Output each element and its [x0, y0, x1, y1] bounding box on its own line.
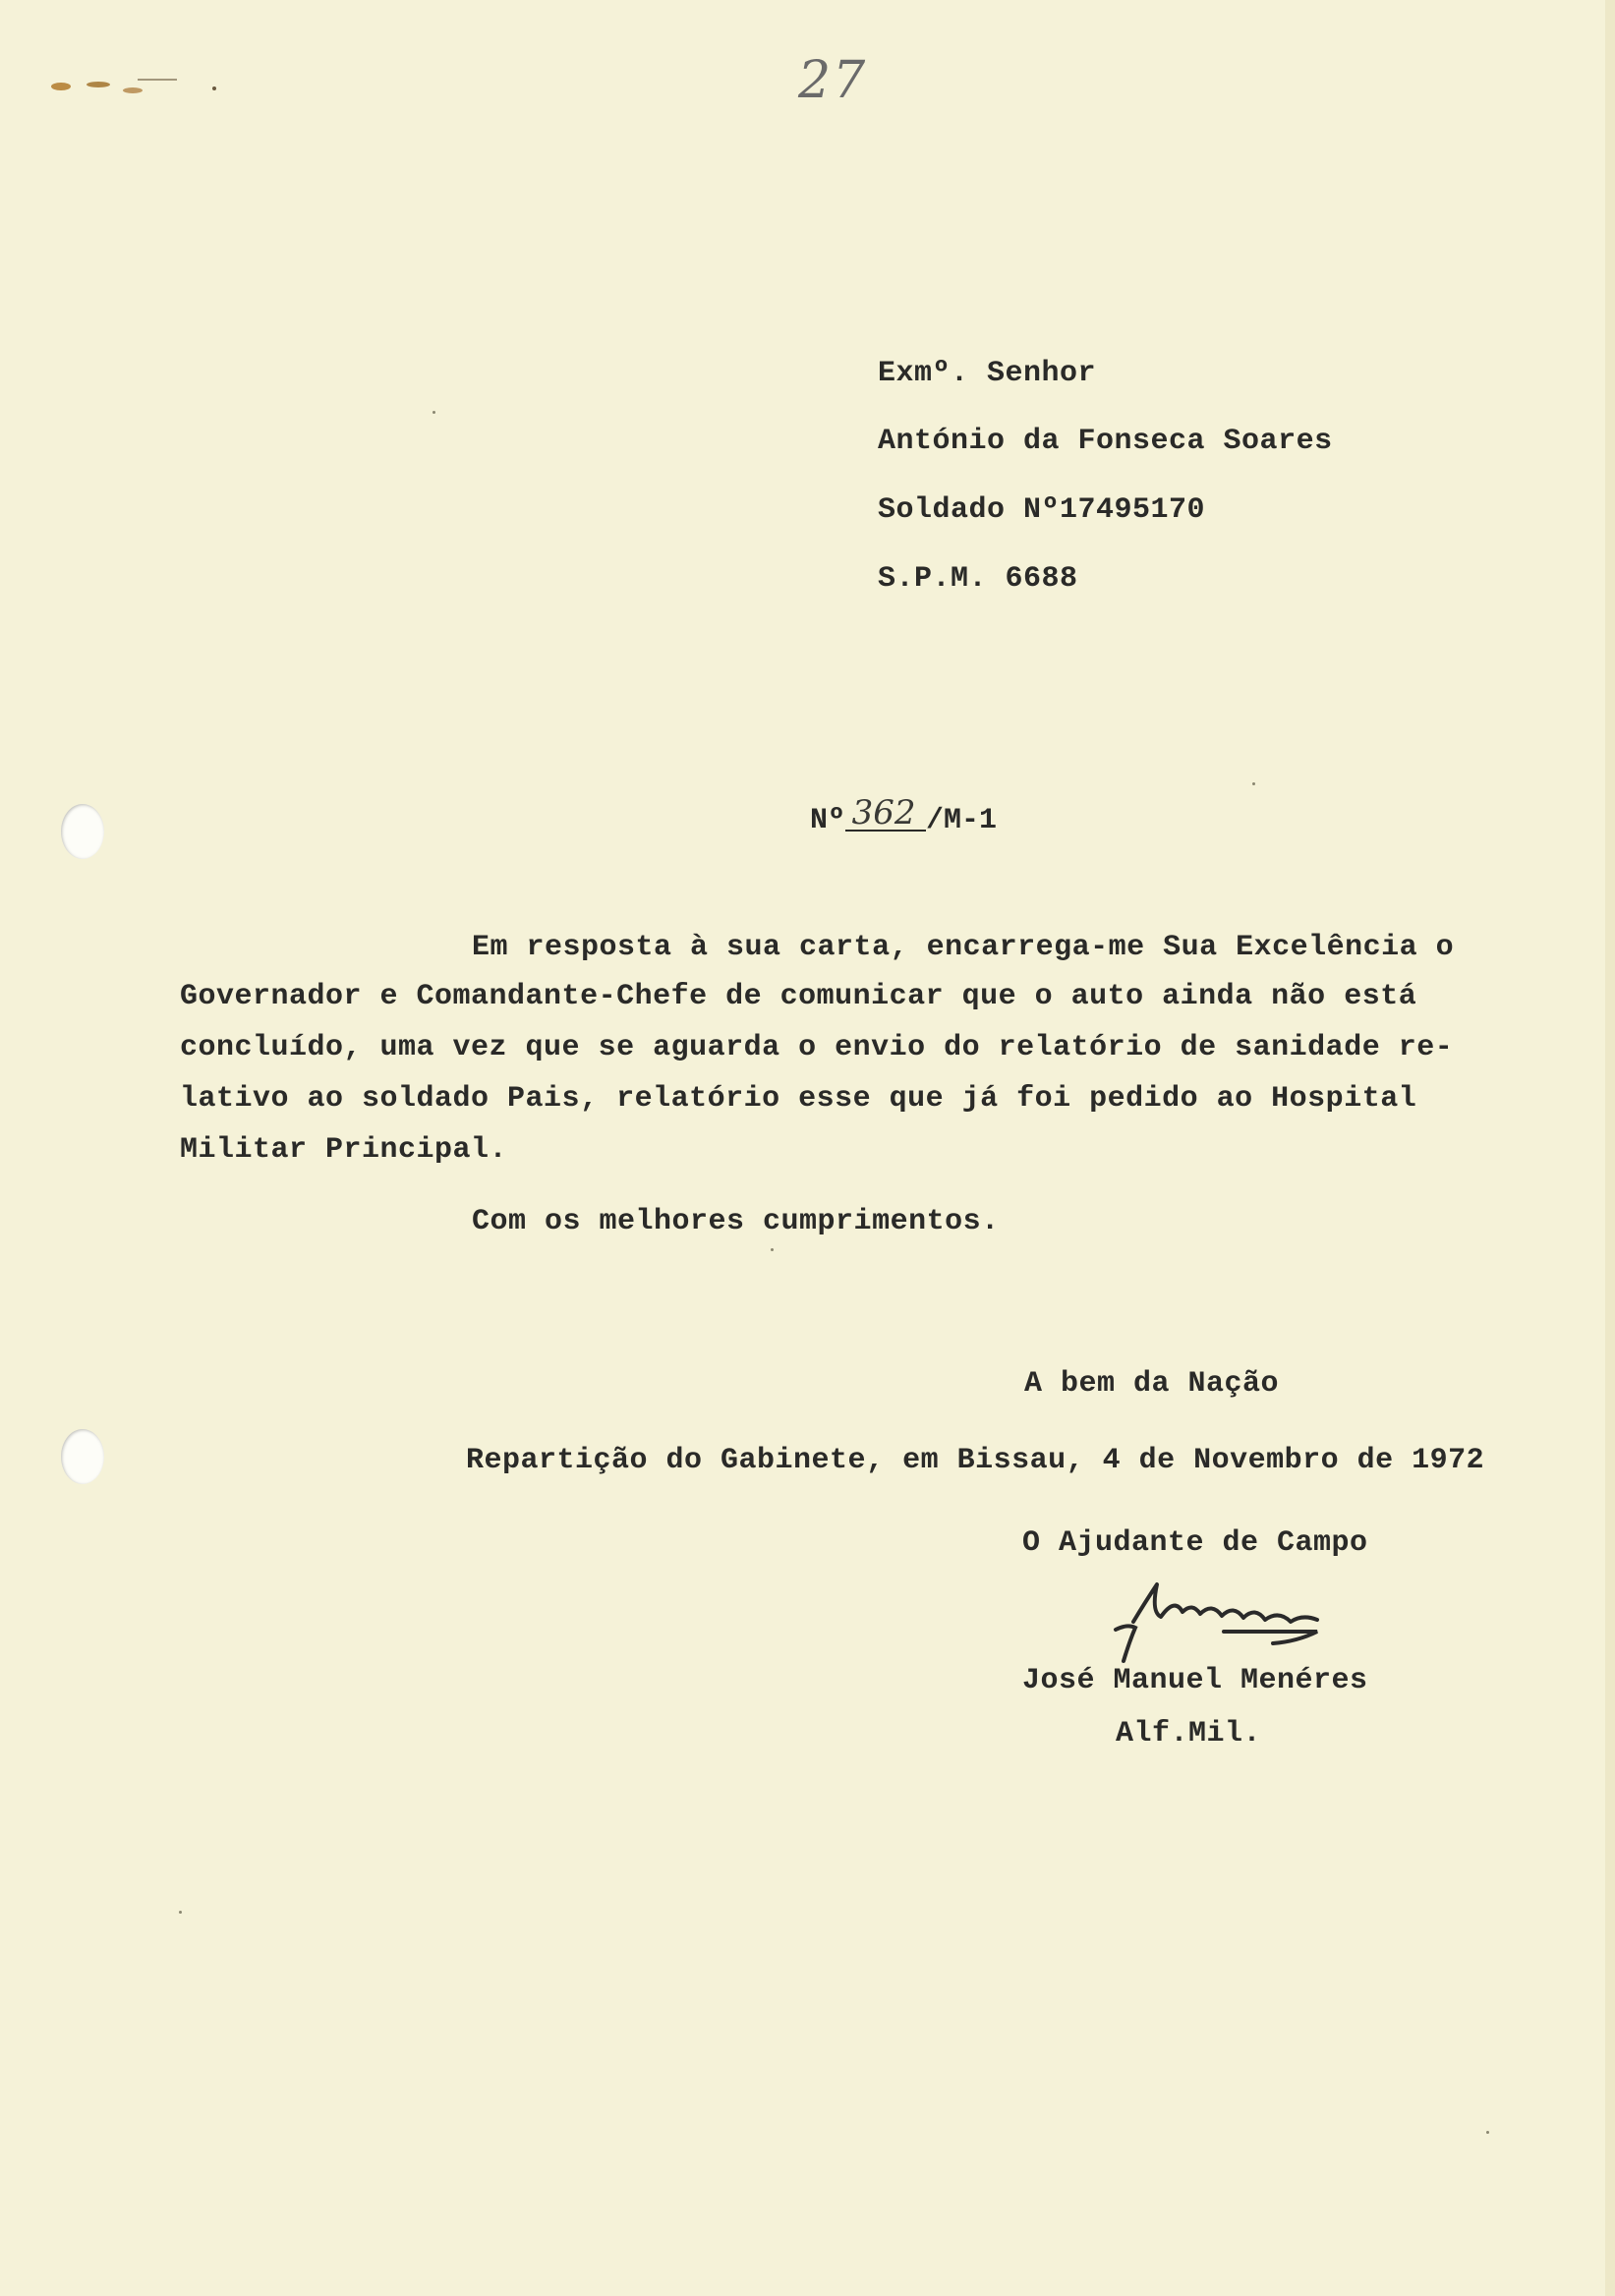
- body-line: Governador e Comandante-Chefe de comunicar que o auto ainda não está: [180, 980, 1417, 1013]
- paper-speck: [433, 411, 435, 414]
- addressee-salutation: Exmº. Senhor: [878, 357, 1097, 390]
- signatory-name: José Manuel Menéres: [1022, 1664, 1368, 1697]
- page-edge: [1605, 0, 1615, 2296]
- reference-number: 362: [845, 796, 926, 832]
- reference-line: [739, 757, 997, 880]
- place-date: Repartição do Gabinete, em Bissau, 4 de Novembro de 1972: [466, 1444, 1485, 1477]
- rust-stain: [39, 69, 226, 108]
- paper-speck: [1486, 2131, 1489, 2134]
- signatory-rank: Alf.Mil.: [1116, 1717, 1262, 1751]
- reference-prefix: Nº: [810, 804, 846, 837]
- signatory-title: O Ajudante de Campo: [1022, 1526, 1368, 1560]
- addressee-rank-number: Soldado Nº17495170: [878, 493, 1206, 527]
- paper-speck: [1252, 782, 1255, 785]
- regards: Com os melhores cumprimentos.: [472, 1205, 1000, 1238]
- punch-hole: [61, 1429, 104, 1484]
- paper-speck: [179, 1911, 182, 1914]
- handwritten-signature: [1106, 1563, 1391, 1671]
- punch-hole: [61, 804, 104, 859]
- folio-number: 27: [798, 51, 868, 110]
- body-line: concluído, uma vez que se aguarda o envio do relatório de sanidade re-: [180, 1031, 1454, 1064]
- body-line: lativo ao soldado Pais, relatório esse que já foi pedido ao Hospital: [180, 1082, 1417, 1116]
- addressee-postal: S.P.M. 6688: [878, 562, 1078, 596]
- closing-motto: A bem da Nação: [1024, 1367, 1280, 1401]
- body-line: Em resposta à sua carta, encarrega-me Sua Excelência o: [472, 931, 1455, 964]
- body-line: Militar Principal.: [180, 1133, 508, 1167]
- paper-speck: [771, 1248, 774, 1251]
- addressee-name: António da Fonseca Soares: [878, 425, 1333, 458]
- reference-suffix: /M-1: [926, 804, 998, 837]
